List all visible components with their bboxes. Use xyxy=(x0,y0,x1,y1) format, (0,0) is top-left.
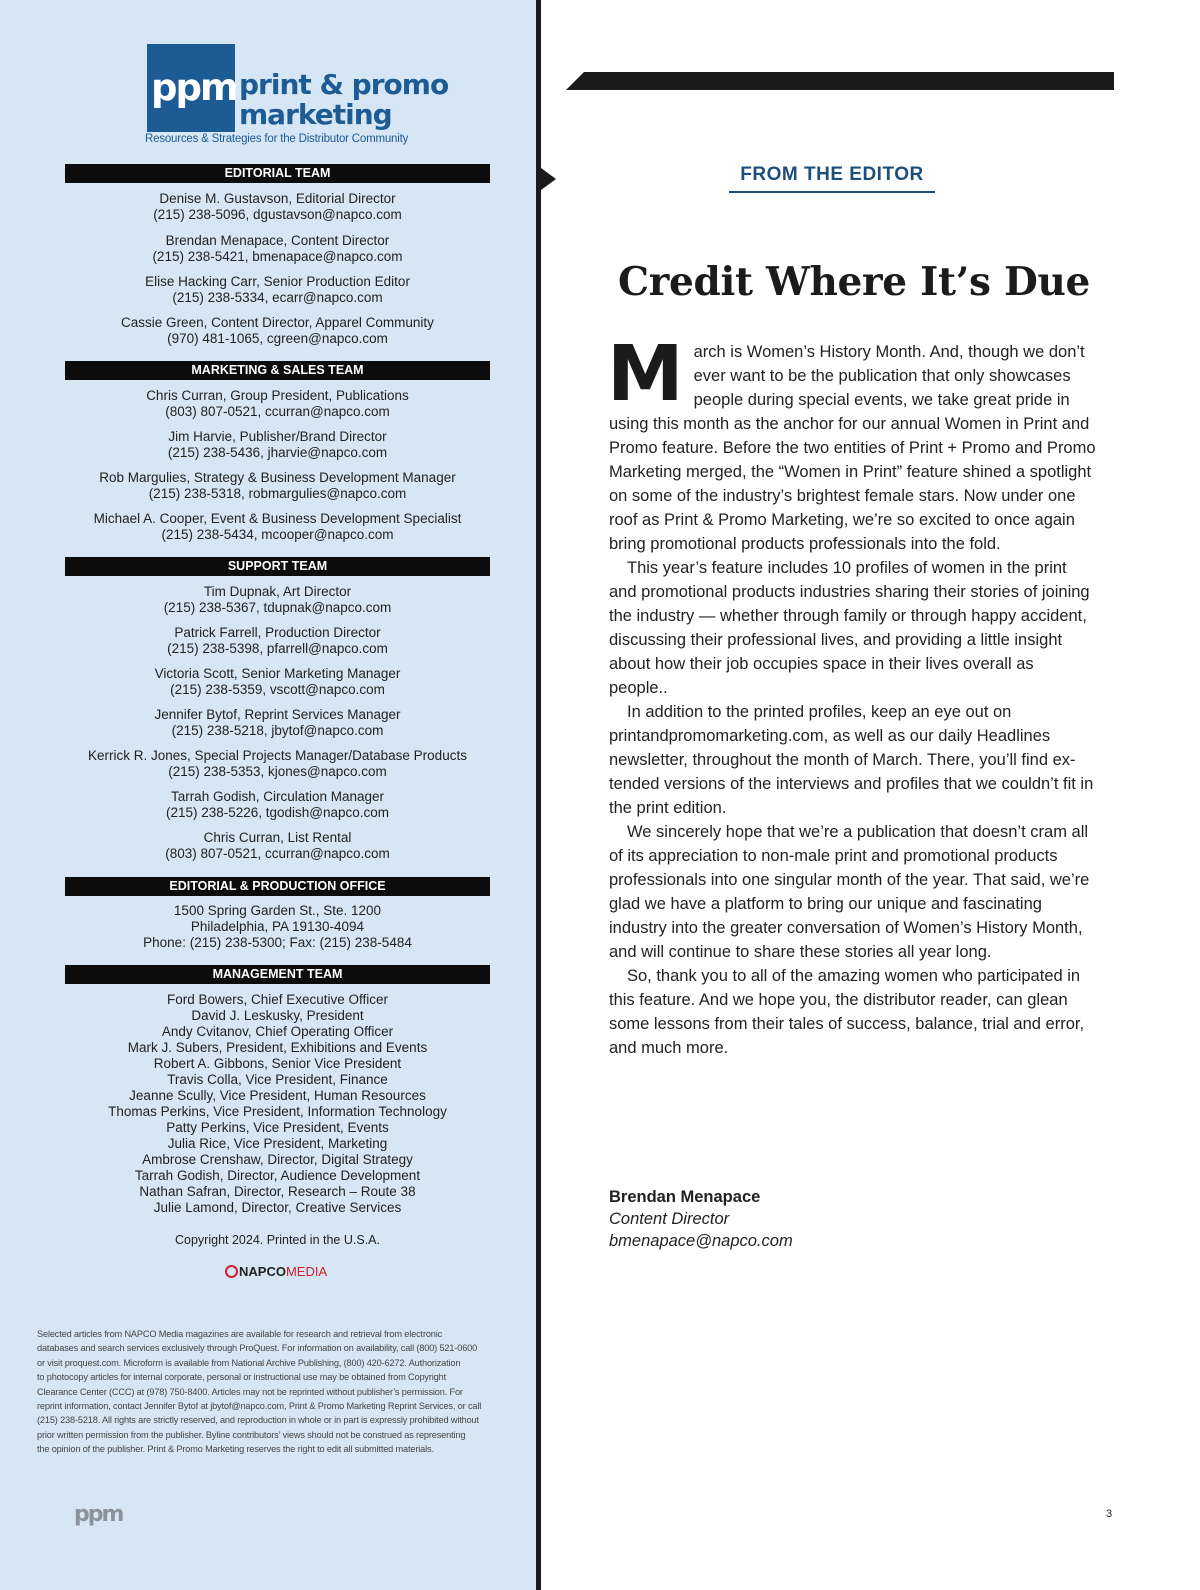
article-paragraph: In addition to the printed profiles, keep an eye out on printandpromomarketing.com, as well as our daily Headlines newsletter, throughout the month of March. There, you’ll find extended versions of the interviews and profiles that we couldn’t fit in the print edition. xyxy=(609,703,1094,817)
legal-line: Selected articles from NAPCO Media magazines are available for research and retrieval from electronic xyxy=(37,1329,443,1339)
management-entry: Robert A. Gibbons, Senior Vice President xyxy=(153,1056,402,1071)
staff-name-title: Michael A. Cooper, Event & Business Development Specialist xyxy=(93,511,462,526)
management-entry: Nathan Safran, Director, Research – Route 38 xyxy=(139,1184,416,1199)
legal-line: prior written permission from the publisher. Byline contributors’ views should not be construed as representing xyxy=(37,1429,466,1440)
staff-name-title: Tarrah Godish, Circulation Manager xyxy=(170,789,385,804)
staff-contact: (215) 238-5359, vscott@napco.com xyxy=(170,682,385,697)
author-email: bmenapace@napco.com xyxy=(609,1232,793,1250)
column-divider xyxy=(536,0,541,1590)
article-paragraph xyxy=(607,330,1096,556)
staff-contact: (215) 238-5353, kjones@napco.com xyxy=(168,764,387,779)
management-entry: Julia Rice, Vice President, Marketing xyxy=(167,1136,388,1151)
staff-contact: (803) 807-0521, ccurran@napco.com xyxy=(165,404,390,419)
napco-logo-part1: NAPCO xyxy=(239,1264,286,1279)
section-heading-management-team: MANAGEMENT TEAM xyxy=(65,965,490,984)
staff-contact: (215) 238-5421, bmenapace@napco.com xyxy=(152,249,403,264)
management-entry: Thomas Perkins, Vice President, Information Technology xyxy=(108,1104,447,1119)
legal-line: Clearance Center (CCC) at (978) 750-8400. Articles may not be reprinted without publisher’s permission. For xyxy=(37,1386,463,1397)
section-underline xyxy=(729,191,935,193)
staff-name-title: Kerrick R. Jones, Special Projects Manager/Database Products xyxy=(88,748,467,763)
staff-name-title: Rob Margulies, Strategy & Business Development Manager xyxy=(99,470,456,485)
article-headline: Credit Where It’s Due xyxy=(618,259,1091,305)
staff-entry xyxy=(30,388,525,420)
ppm-logo xyxy=(147,44,447,154)
staff-contact: (215) 238-5334, ecarr@napco.com xyxy=(172,290,383,305)
management-entry: Tarrah Godish, Director, Audience Development xyxy=(134,1168,421,1183)
ppm-logo-mark-text: ppm xyxy=(151,66,237,109)
office-address-line: Philadelphia, PA 19130-4094 xyxy=(190,919,365,934)
staff-name-title: Patrick Farrell, Production Director xyxy=(174,625,381,640)
staff-name-title: Chris Curran, Group President, Publications xyxy=(146,388,409,403)
management-entry: Andy Cvitanov, Chief Operating Officer xyxy=(161,1024,394,1039)
management-entry: Ford Bowers, Chief Executive Officer xyxy=(166,992,389,1007)
staff-contact: (215) 238-5436, jharvie@napco.com xyxy=(167,445,388,460)
staff-entry xyxy=(30,625,525,657)
staff-entry xyxy=(30,789,525,821)
staff-name-title: Denise M. Gustavson, Editorial Director xyxy=(159,191,396,206)
staff-entry xyxy=(30,666,525,698)
staff-entry xyxy=(30,707,525,739)
staff-contact: (215) 238-5367, tdupnak@napco.com xyxy=(163,600,392,615)
divider-arrow-icon xyxy=(541,168,556,190)
legal-line: databases and search services exclusively through ProQuest. For information on availability, call (800) 521-0600 xyxy=(37,1343,478,1354)
staff-entry xyxy=(30,191,525,223)
office-address-line: 1500 Spring Garden St., Ste. 1200 xyxy=(173,903,382,918)
section-label: FROM THE EDITOR xyxy=(740,164,924,185)
author-name: Brendan Menapace xyxy=(609,1188,761,1206)
paragraph-text: arch is Women’s History Month. And, though we don’t ever want to be the publication that only showcases people during special events, we take great pride in using this month as the anchor for our annual Women in Print and Promo feature. Before the two entities of Print + Promo and Promo Marketing merged, the “Women in Print” feature shined a spotlight on some of the industry’s brightest female stars. Now under one roof as Print & Promo Marketing, we’re so excited to once again bring promotional products professionals into the fold. xyxy=(609,343,1096,553)
staff-entry xyxy=(30,584,525,616)
ppm-logo-mark xyxy=(147,44,235,132)
office-address xyxy=(30,903,525,951)
article-paragraph: So, thank you to all of the amazing women who participated in this feature. And we hope you, the distributor reader, can glean some lessons from their tales of success, balance, trial and error, and much more. xyxy=(609,967,1085,1057)
staff-name-title: Brendan Menapace, Content Director xyxy=(165,233,390,248)
staff-name-title: Jennifer Bytof, Reprint Services Manager xyxy=(154,707,401,722)
office-phone-line: Phone: (215) 238-5300; Fax: (215) 238-5484 xyxy=(143,935,412,950)
management-entry: Julie Lamond, Director, Creative Services xyxy=(153,1200,402,1215)
legal-line: or visit proquest.com. Microform is available from National Archive Publishing, (800) 420-6272. Authorization xyxy=(37,1357,461,1368)
article-paragraph: This year’s feature includes 10 profiles of women in the print and promotional products industries sharing their stories of joining the industry — whether through family or through happy accident, discussing their professional lives, and providing a little insight about how their job occupies space in their lives overall as people.. xyxy=(609,559,1090,697)
staff-name-title: Chris Curran, List Rental xyxy=(203,830,352,845)
legal-line: reprint information, contact Jennifer Bytof at jbytof@napco.com, Print & Promo Marketing Reprint Services, or call xyxy=(37,1401,482,1412)
section-heading-marketing-sales-team: MARKETING & SALES TEAM xyxy=(65,361,490,380)
staff-contact: (215) 238-5398, pfarrell@napco.com xyxy=(167,641,388,656)
napco-ring-icon xyxy=(225,1265,238,1278)
staff-contact: (215) 238-5218, jbytof@napco.com xyxy=(171,723,384,738)
section-heading-office: EDITORIAL & PRODUCTION OFFICE xyxy=(65,877,490,896)
staff-contact: (215) 238-5318, robmargulies@napco.com xyxy=(148,486,407,501)
page-number: 3 xyxy=(1106,1508,1113,1520)
section-heading-support-team: SUPPORT TEAM xyxy=(65,557,490,576)
staff-name-title: Jim Harvie, Publisher/Brand Director xyxy=(168,429,387,444)
management-entry: Jeanne Scully, Vice President, Human Resources xyxy=(129,1088,426,1103)
staff-name-title: Victoria Scott, Senior Marketing Manager xyxy=(154,666,401,681)
staff-name-title: Tim Dupnak, Art Director xyxy=(203,584,352,599)
management-list xyxy=(30,992,525,1216)
management-entry: David J. Leskusky, President xyxy=(191,1008,364,1023)
staff-entry xyxy=(30,511,525,543)
staff-entry xyxy=(30,315,525,347)
author-title: Content Director xyxy=(609,1210,730,1228)
staff-name-title: Cassie Green, Content Director, Apparel Community xyxy=(121,315,434,330)
management-entry: Travis Colla, Vice President, Finance xyxy=(167,1072,388,1087)
staff-contact: (215) 238-5226, tgodish@napco.com xyxy=(165,805,390,820)
article-paragraph: We sincerely hope that we’re a publication that doesn’t cram all of its appreciation to non-male print and promotional products professionals into one singular month of the year. That said, we’re glad we have a platform to bring our unique and fascinating industry into the greater conversation of Women’s History Month, and will continue to share these stories all year long. xyxy=(609,823,1090,961)
napco-media-logo xyxy=(225,1264,327,1279)
staff-entry xyxy=(30,748,525,780)
logo-wordmark-line2: marketing xyxy=(239,98,392,131)
staff-contact: (215) 238-5434, mcooper@napco.com xyxy=(161,527,394,542)
legal-line: (215) 238-5218. All rights are strictly reserved, and reproduction in whole or in part is expressly prohibited without xyxy=(37,1415,479,1426)
staff-entry xyxy=(30,470,525,502)
staff-contact: (970) 481-1065, cgreen@napco.com xyxy=(167,331,388,346)
author-signature xyxy=(609,1186,793,1252)
footer-ppm-logo: ppm xyxy=(74,1502,123,1527)
article-body xyxy=(607,330,1096,1060)
legal-notice xyxy=(37,1327,527,1457)
legal-line: the opinion of the publisher. Print & Promo Marketing reserves the right to edit all submitted materials. xyxy=(37,1444,434,1455)
staff-entry xyxy=(30,830,525,862)
staff-contact: (215) 238-5096, dgustavson@napco.com xyxy=(153,207,402,222)
logo-wordmark-line1: print & promo xyxy=(239,68,449,101)
staff-entry xyxy=(30,429,525,461)
staff-entry xyxy=(30,233,525,265)
drop-cap: M xyxy=(607,330,684,419)
staff-name-title: Elise Hacking Carr, Senior Production Editor xyxy=(145,274,410,289)
staff-contact: (803) 807-0521, ccurran@napco.com xyxy=(165,846,390,861)
management-entry: Ambrose Crenshaw, Director, Digital Strategy xyxy=(142,1152,413,1167)
management-entry: Patty Perkins, Vice President, Events xyxy=(166,1120,389,1135)
staff-entry xyxy=(30,274,525,306)
legal-line: to photocopy articles for internal corporate, personal or instructional use may be obtained from Copyright xyxy=(37,1372,446,1383)
header-band xyxy=(566,72,1114,90)
napco-logo-part2: MEDIA xyxy=(285,1264,328,1279)
management-entry: Mark J. Subers, President, Exhibitions and Events xyxy=(127,1040,428,1055)
section-heading-editorial-team: EDITORIAL TEAM xyxy=(65,164,490,183)
copyright-notice: Copyright 2024. Printed in the U.S.A. xyxy=(175,1233,380,1247)
logo-tagline: Resources & Strategies for the Distributor Community xyxy=(145,133,409,145)
